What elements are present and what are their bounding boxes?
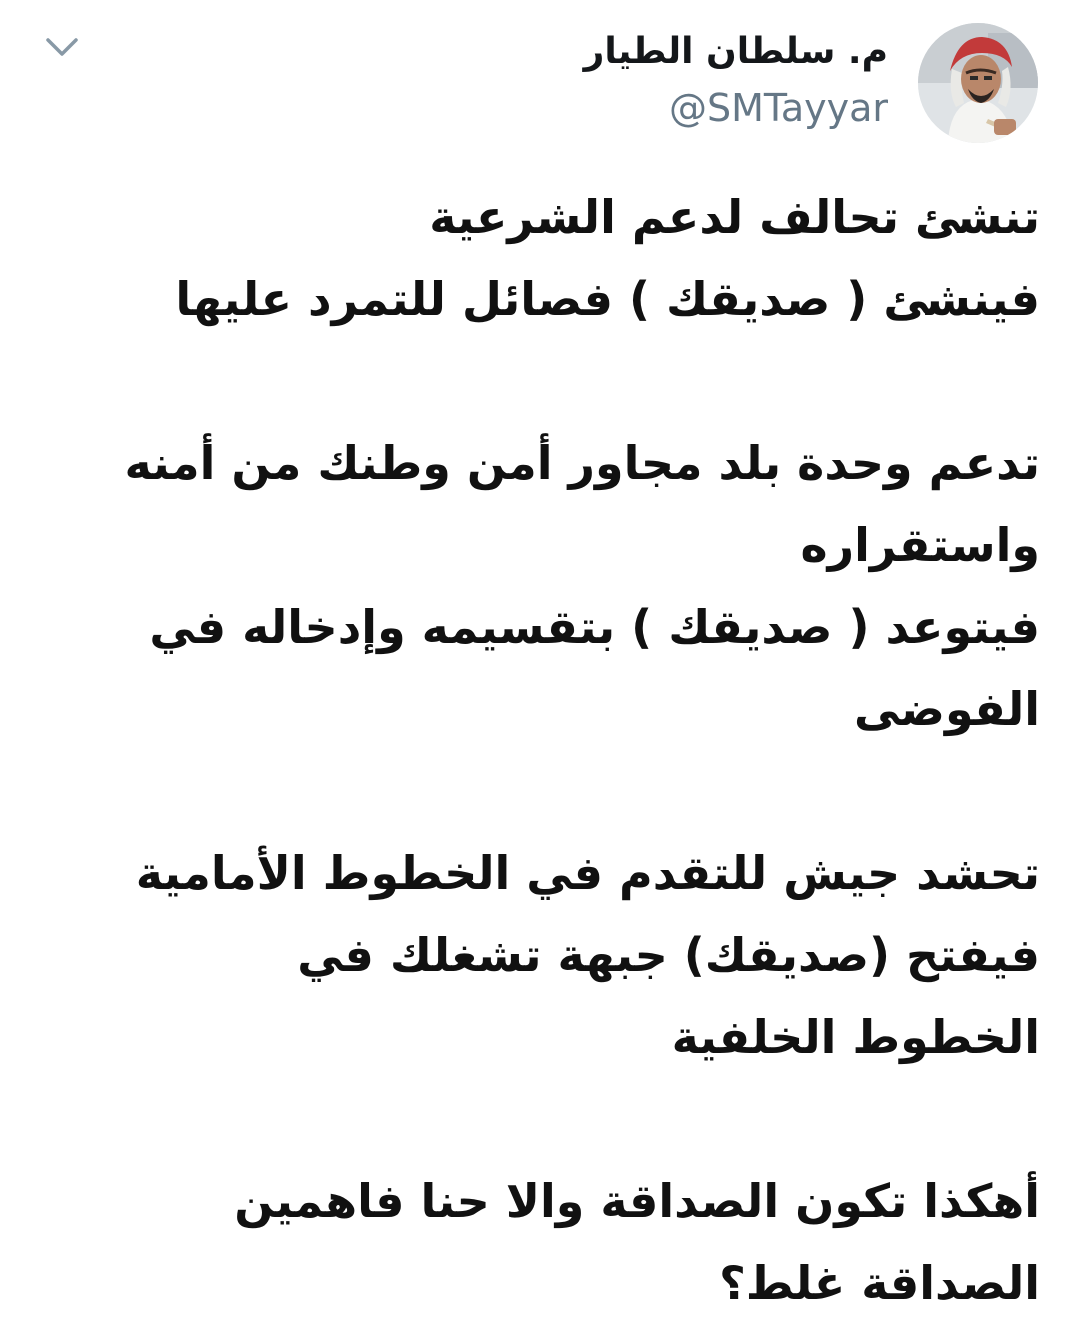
tweet-line: فينشئ ( صديقك ) فصائل للتمرد عليها	[175, 272, 1040, 326]
paragraph-gap	[40, 340, 1040, 422]
tweet-line: الخطوط الخلفية	[671, 1010, 1040, 1064]
paragraph-gap	[40, 1078, 1040, 1160]
tweet-line: تحشد جيش للتقدم في الخطوط الأمامية	[135, 846, 1040, 900]
tweet-line: فيتوعد ( صديقك ) بتقسيمه وإدخاله في	[149, 600, 1040, 654]
tweet-line: الفوضى	[854, 682, 1040, 736]
tweet-line: واستقراره	[800, 518, 1040, 572]
tweet-line: فيفتح (صديقك) جبهة تشغلك في	[297, 928, 1040, 982]
tweet-line: تدعم وحدة بلد مجاور أمن وطنك من أمنه	[124, 436, 1040, 490]
tweet-line: أهكذا تكون الصداقة والا حنا فاهمين	[234, 1174, 1040, 1228]
avatar[interactable]	[918, 23, 1038, 143]
paragraph-gap	[40, 750, 1040, 832]
tweet-line: تنشئ تحالف لدعم الشرعية	[429, 190, 1040, 244]
tweet-text	[40, 176, 1040, 1324]
avatar-image	[918, 23, 1038, 143]
author-name[interactable]: م. سلطان الطيار	[583, 31, 888, 72]
chevron-down-icon[interactable]	[42, 30, 82, 62]
author-handle[interactable]: @SMTayyar	[668, 86, 888, 130]
tweet-line: الصداقة غلط؟	[719, 1256, 1040, 1310]
